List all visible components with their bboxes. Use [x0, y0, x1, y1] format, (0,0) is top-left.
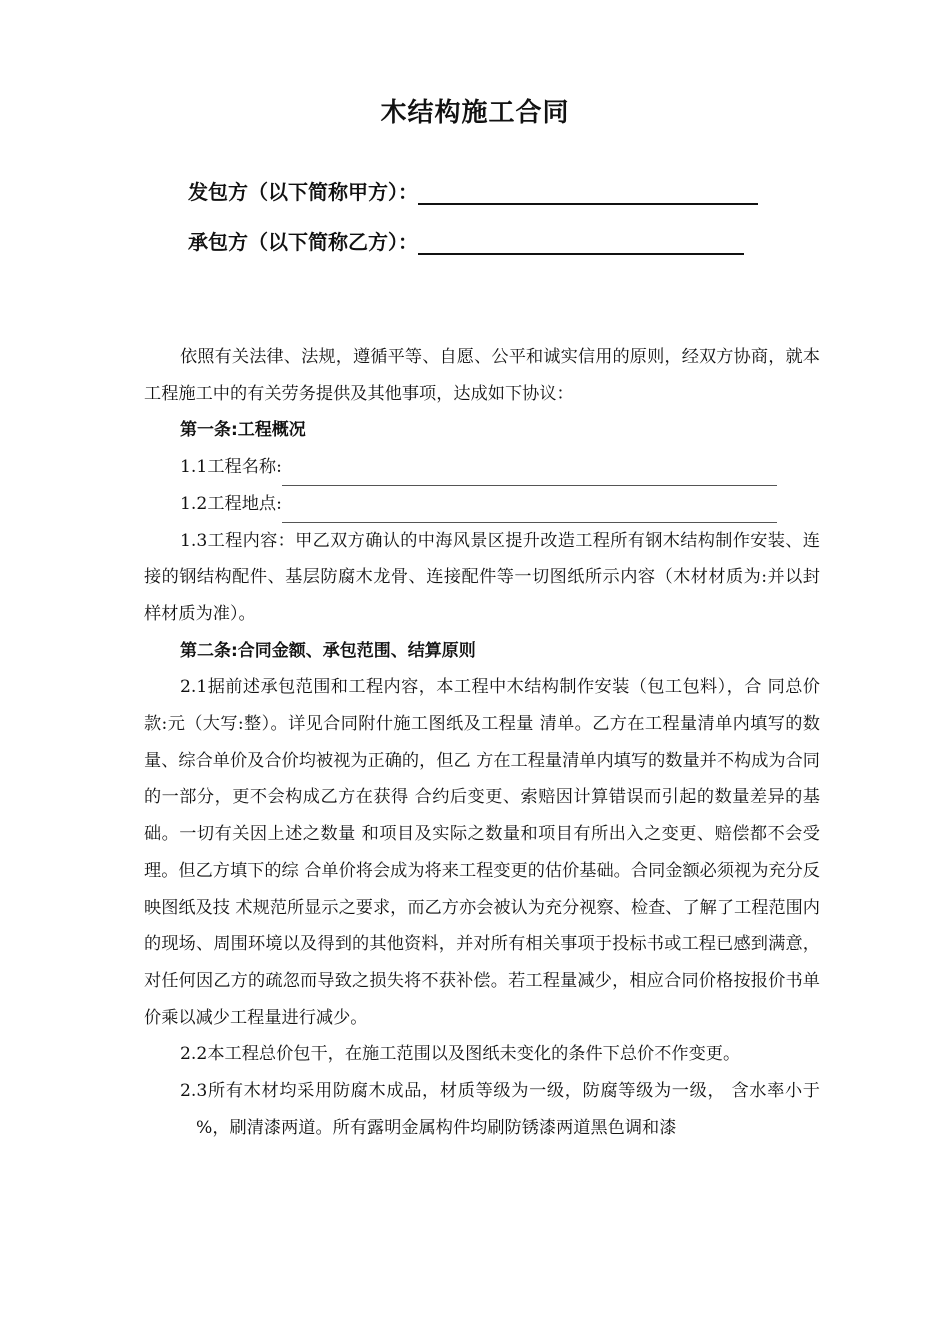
party-a-label: 发包方（以下简称甲方）： [188, 180, 418, 204]
timber-spec-paragraph [144, 1073, 820, 1146]
project-name-line [144, 449, 820, 486]
party-a-line [188, 176, 758, 205]
project-name-label: 1.1工程名称: [180, 457, 282, 478]
document-title: 木结构施工合同 [380, 98, 570, 128]
party-b-label: 承包方（以下简称乙方）： [188, 230, 418, 254]
party-b-line [188, 226, 744, 255]
party-a-blank [418, 181, 758, 205]
article-1-heading: 第一条:工程概况 [180, 420, 306, 441]
contract-amount-paragraph: 2.1据前述承包范围和工程内容，本工程中木结构制作安装（包工包料），合 同总价款:元（大写:整）。详见合同附什施工图纸及工程量 清单。乙方在工程量清单内填写的数量、综合单价及合价均被视为正确的，但乙 方在工程量清单内填写的数量并不构成为合同的一部分，更不会构成乙方在获得 合约后变更、索赔因计算错误而引起的数量差异的基础。一切有关因上述之数量 和项目及实际之数量和项目有所出入之变更、赔偿都不会受理。但乙方填下的综 合单价将会成为将来工程变更的估价基础。合同金额必须视为充分反映图纸及技 术规范所显示之要求，而乙方亦会被认为充分视察、检查、了解了工程范围内的现场、周围环境以及得到的其他资料，并对所有相关事项于投标书或工程已感到满意，对任何因乙方的疏忽而导致之损失将不获补偿。若工程量减少，相应合同价格按报价书单价乘以减少工程量进行减少。 [144, 677, 820, 1028]
intro-paragraph: 依照有关法律、法规，遵循平等、自愿、公平和诚实信用的原则，经双方协商，就本工程施工中的有关劳务提供及其他事项，达成如下协议： [144, 347, 820, 404]
project-name-blank [282, 459, 777, 486]
project-location-line [144, 486, 820, 523]
contract-body [144, 339, 820, 1146]
article-2-heading: 第二条:合同金额、承包范围、结算原则 [180, 640, 476, 661]
lump-sum-paragraph: 2.2本工程总价包干，在施工范围以及图纸未变化的条件下总价不作变更。 [180, 1044, 741, 1065]
timber-spec-part2: %，刷清漆两道。所有露明金属构件均刷防锈漆两道黑色调和漆 [196, 1117, 677, 1138]
timber-spec-part1: 2.3所有木材均采用防腐木成品，材质等级为一级，防腐等级为一级， 含水率小于 [180, 1081, 820, 1102]
party-b-blank [418, 231, 744, 255]
project-location-blank [282, 496, 777, 523]
project-location-label: 1.2工程地点: [180, 493, 282, 514]
project-content-paragraph: 1.3工程内容：甲乙双方确认的中海风景区提升改造工程所有钢木结构制作安装、连接的钢结构配件、基层防腐木龙骨、连接配件等一切图纸所示内容（木材材质为:并以封样材质为准）。 [144, 530, 820, 624]
